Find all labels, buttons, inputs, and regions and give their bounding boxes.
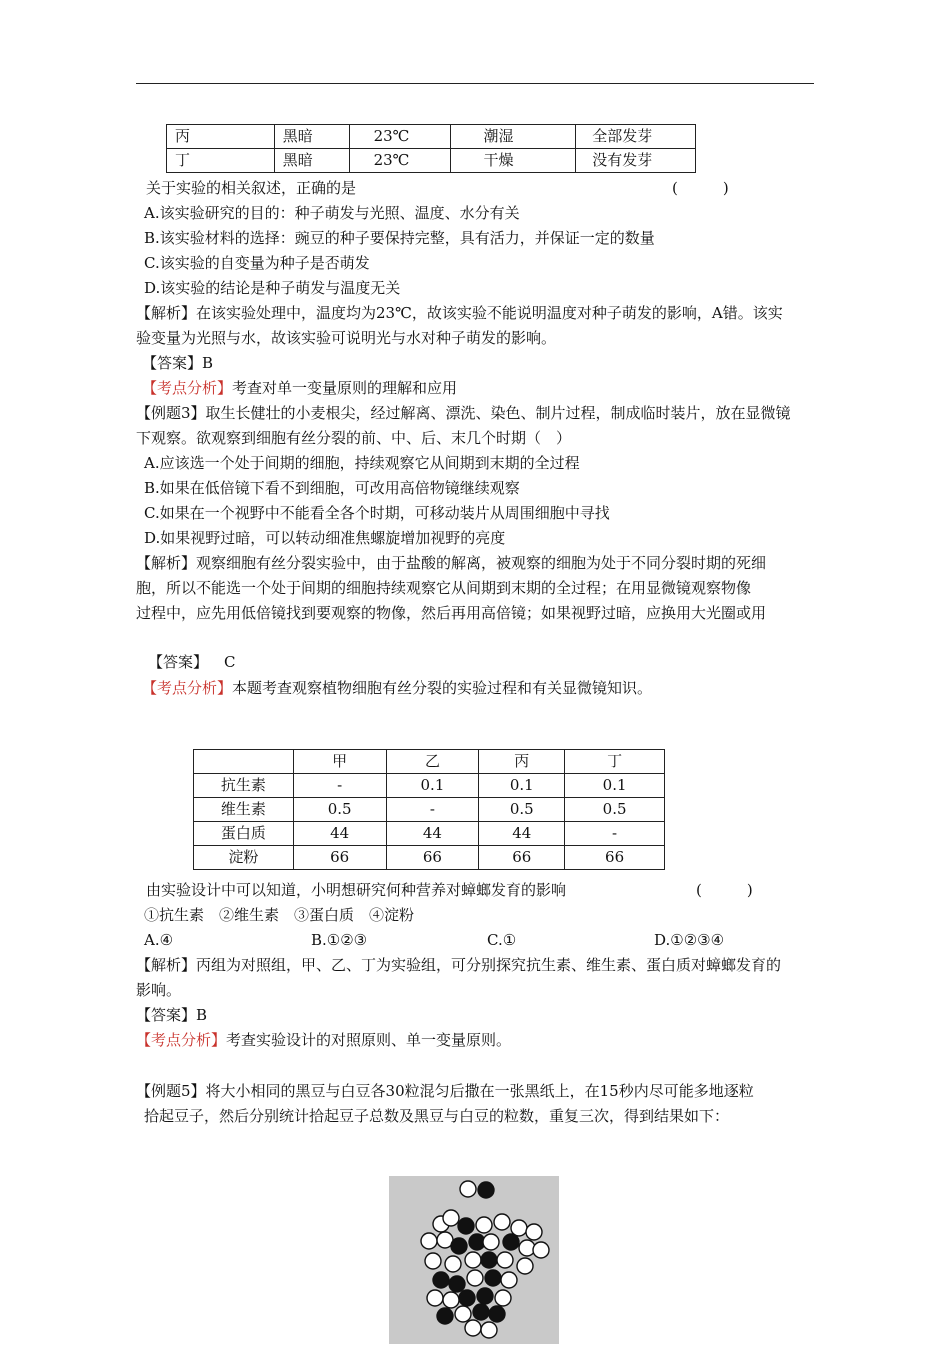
answer-paren: ( ) xyxy=(672,179,729,197)
option-c: C.该实验的自变量为种子是否萌发 xyxy=(144,254,370,272)
white-bean xyxy=(443,1292,459,1308)
table-cell: 44 xyxy=(293,822,386,846)
table-cell: 66 xyxy=(386,846,479,870)
analysis-text: 过程中，应先用低倍镜找到要观察的物像，然后再用高倍镜；如果视野过暗，应换用大光圈或用 xyxy=(136,604,767,622)
question-tag: 【例题5】 xyxy=(136,1082,206,1100)
option-c: C.① xyxy=(487,931,517,949)
option-d: D.①②③④ xyxy=(654,931,725,949)
header-rule xyxy=(136,83,814,84)
black-bean xyxy=(459,1290,475,1306)
answer-line xyxy=(148,651,236,673)
answer-line xyxy=(142,352,213,374)
black-bean xyxy=(478,1182,494,1198)
table-cell: 没有发芽 xyxy=(576,149,696,173)
table-header-row xyxy=(194,750,665,774)
table-cell: 23℃ xyxy=(349,149,451,173)
table-cell: 淀粉 xyxy=(194,846,294,870)
point-line xyxy=(142,677,652,699)
white-bean xyxy=(445,1256,461,1272)
table-cell: - xyxy=(293,774,386,798)
question-stem xyxy=(136,402,791,424)
answer-value: B xyxy=(196,1006,208,1024)
black-bean xyxy=(477,1288,493,1304)
answer-value: C xyxy=(224,653,236,671)
point-text: 本题考查观察植物细胞有丝分裂的实验过程和有关显微镜知识。 xyxy=(232,679,653,697)
option-b: B.如果在低倍镜下看不到细胞，可改用高倍物镜继续观察 xyxy=(144,479,520,497)
answer-tag: 【答案】 xyxy=(148,653,209,671)
answer-tag: 【答案】 xyxy=(136,1006,197,1024)
white-bean xyxy=(511,1220,527,1236)
white-bean xyxy=(421,1233,437,1249)
point-line xyxy=(142,377,457,399)
header-cell: 甲 xyxy=(293,750,386,774)
question-stem xyxy=(136,1080,754,1102)
table-cell: 23℃ xyxy=(349,125,451,149)
header-cell: 丁 xyxy=(565,750,665,774)
point-tag: 【考点分析】 xyxy=(136,1031,227,1049)
white-bean xyxy=(465,1320,481,1336)
black-bean xyxy=(458,1218,474,1234)
table-row xyxy=(194,822,665,846)
table-cell: 66 xyxy=(293,846,386,870)
answer-value: B xyxy=(202,354,214,372)
analysis-text: 丙组为对照组，甲、乙、丁为实验组，可分别探究抗生素、维生素、蛋白质对蟑螂发育的 xyxy=(196,956,782,974)
black-bean xyxy=(433,1272,449,1288)
table-cell: 0.5 xyxy=(293,798,386,822)
germination-table xyxy=(166,124,696,173)
bean-illustration xyxy=(389,1176,559,1344)
table-cell: 黑暗 xyxy=(274,125,349,149)
table-cell: 维生素 xyxy=(194,798,294,822)
point-tag: 【考点分析】 xyxy=(142,679,233,697)
choice-list: ①抗生素 ②维生素 ③蛋白质 ④淀粉 xyxy=(144,906,415,924)
table-cell: 0.1 xyxy=(565,774,665,798)
table-cell: 蛋白质 xyxy=(194,822,294,846)
question-tag: 【例题3】 xyxy=(136,404,206,422)
white-bean xyxy=(494,1214,510,1230)
table-cell: 66 xyxy=(479,846,565,870)
table-cell: - xyxy=(565,822,665,846)
answer-line xyxy=(136,1004,207,1026)
analysis-text: 在该实验处理中，温度均为23℃，故该实验不能说明温度对种子萌发的影响，A错。该实 xyxy=(196,304,783,322)
table-row xyxy=(167,125,696,149)
analysis-line xyxy=(136,302,783,324)
analysis-tag: 【解析】 xyxy=(136,304,197,322)
analysis-text: 观察细胞有丝分裂实验中，由于盐酸的解离，被观察的细胞为处于不同分裂时期的死细 xyxy=(196,554,767,572)
table-cell: 抗生素 xyxy=(194,774,294,798)
table-cell: 44 xyxy=(386,822,479,846)
black-bean xyxy=(503,1234,519,1250)
bean-photo xyxy=(389,1176,559,1344)
option-d: D.如果视野过暗，可以转动细准焦螺旋增加视野的亮度 xyxy=(144,529,506,547)
white-bean xyxy=(495,1290,511,1306)
option-a: A.该实验研究的目的：种子萌发与光照、温度、水分有关 xyxy=(144,204,520,222)
table-cell: 全部发芽 xyxy=(576,125,696,149)
black-bean xyxy=(489,1306,505,1322)
answer-tag: 【答案】 xyxy=(142,354,203,372)
analysis-text: 胞，所以不能选一个处于间期的细胞持续观察它从间期到末期的全过程；在用显微镜观察物像 xyxy=(136,579,752,597)
question-text: 下观察。欲观察到细胞有丝分裂的前、中、后、末几个时期（ ） xyxy=(136,429,572,447)
analysis-line xyxy=(136,552,766,574)
black-bean xyxy=(485,1270,501,1286)
white-bean xyxy=(460,1181,476,1197)
analysis-text: 验变量为光照与水，故该实验可说明光与水对种子萌发的影响。 xyxy=(136,329,557,347)
table-cell: 丁 xyxy=(167,149,275,173)
table-row xyxy=(194,846,665,870)
white-bean xyxy=(526,1224,542,1240)
table-cell: - xyxy=(386,798,479,822)
point-text: 考查实验设计的对照原则、单一变量原则。 xyxy=(226,1031,512,1049)
white-bean xyxy=(497,1252,513,1268)
table-cell: 干燥 xyxy=(451,149,576,173)
white-bean xyxy=(455,1306,471,1322)
option-b: B.该实验材料的选择：豌豆的种子要保持完整，具有活力，并保证一定的数量 xyxy=(144,229,655,247)
table-row xyxy=(194,774,665,798)
option-c: C.如果在一个视野中不能看全各个时期，可移动装片从周围细胞中寻找 xyxy=(144,504,610,522)
white-bean xyxy=(501,1272,517,1288)
question-text: 拾起豆子，然后分别统计拾起豆子总数及黑豆与白豆的粒数，重复三次，得到结果如下： xyxy=(144,1107,730,1125)
white-bean xyxy=(467,1270,483,1286)
white-bean xyxy=(427,1290,443,1306)
white-bean xyxy=(443,1210,459,1226)
black-bean xyxy=(473,1304,489,1320)
black-bean xyxy=(449,1276,465,1292)
table-cell: 0.1 xyxy=(479,774,565,798)
white-bean xyxy=(425,1253,441,1269)
white-bean xyxy=(465,1252,481,1268)
nutrition-table xyxy=(193,749,665,870)
analysis-text: 影响。 xyxy=(136,981,182,999)
table-cell: 丙 xyxy=(167,125,275,149)
question-text: 取生长健壮的小麦根尖，经过解离、漂洗、染色、制片过程，制成临时装片，放在显微镜 xyxy=(205,404,791,422)
point-text: 考查对单一变量原则的理解和应用 xyxy=(232,379,458,397)
table-cell: 44 xyxy=(479,822,565,846)
analysis-tag: 【解析】 xyxy=(136,554,197,572)
table-cell: 0.5 xyxy=(565,798,665,822)
white-bean xyxy=(533,1242,549,1258)
point-tag: 【考点分析】 xyxy=(142,379,233,397)
table-cell: 0.1 xyxy=(386,774,479,798)
question-stem: 由实验设计中可以知道，小明想研究何种营养对蟑螂发育的影响 xyxy=(146,881,567,899)
option-a: A.④ xyxy=(144,931,174,949)
table-row xyxy=(194,798,665,822)
point-line xyxy=(136,1029,511,1051)
white-bean xyxy=(476,1217,492,1233)
analysis-tag: 【解析】 xyxy=(136,956,197,974)
option-b: B.①②③ xyxy=(311,931,368,949)
table-cell: 0.5 xyxy=(479,798,565,822)
white-bean xyxy=(517,1258,533,1274)
option-a: A.应该选一个处于间期的细胞，持续观察它从间期到末期的全过程 xyxy=(144,454,580,472)
question-stem: 关于实验的相关叙述，正确的是 xyxy=(146,179,357,197)
header-cell: 丙 xyxy=(479,750,565,774)
white-bean xyxy=(483,1234,499,1250)
white-bean xyxy=(481,1322,497,1338)
black-bean xyxy=(481,1252,497,1268)
black-bean xyxy=(451,1238,467,1254)
question-text: 将大小相同的黑豆与白豆各30粒混匀后撒在一张黑纸上，在15秒内尽可能多地逐粒 xyxy=(205,1082,754,1100)
header-cell: 乙 xyxy=(386,750,479,774)
answer-paren: ( ) xyxy=(696,881,753,899)
table-cell: 黑暗 xyxy=(274,149,349,173)
header-cell xyxy=(194,750,294,774)
table-cell: 66 xyxy=(565,846,665,870)
analysis-line xyxy=(136,954,781,976)
black-bean xyxy=(437,1308,453,1324)
table-cell: 潮湿 xyxy=(451,125,576,149)
option-d: D.该实验的结论是种子萌发与温度无关 xyxy=(144,279,401,297)
table-row xyxy=(167,149,696,173)
